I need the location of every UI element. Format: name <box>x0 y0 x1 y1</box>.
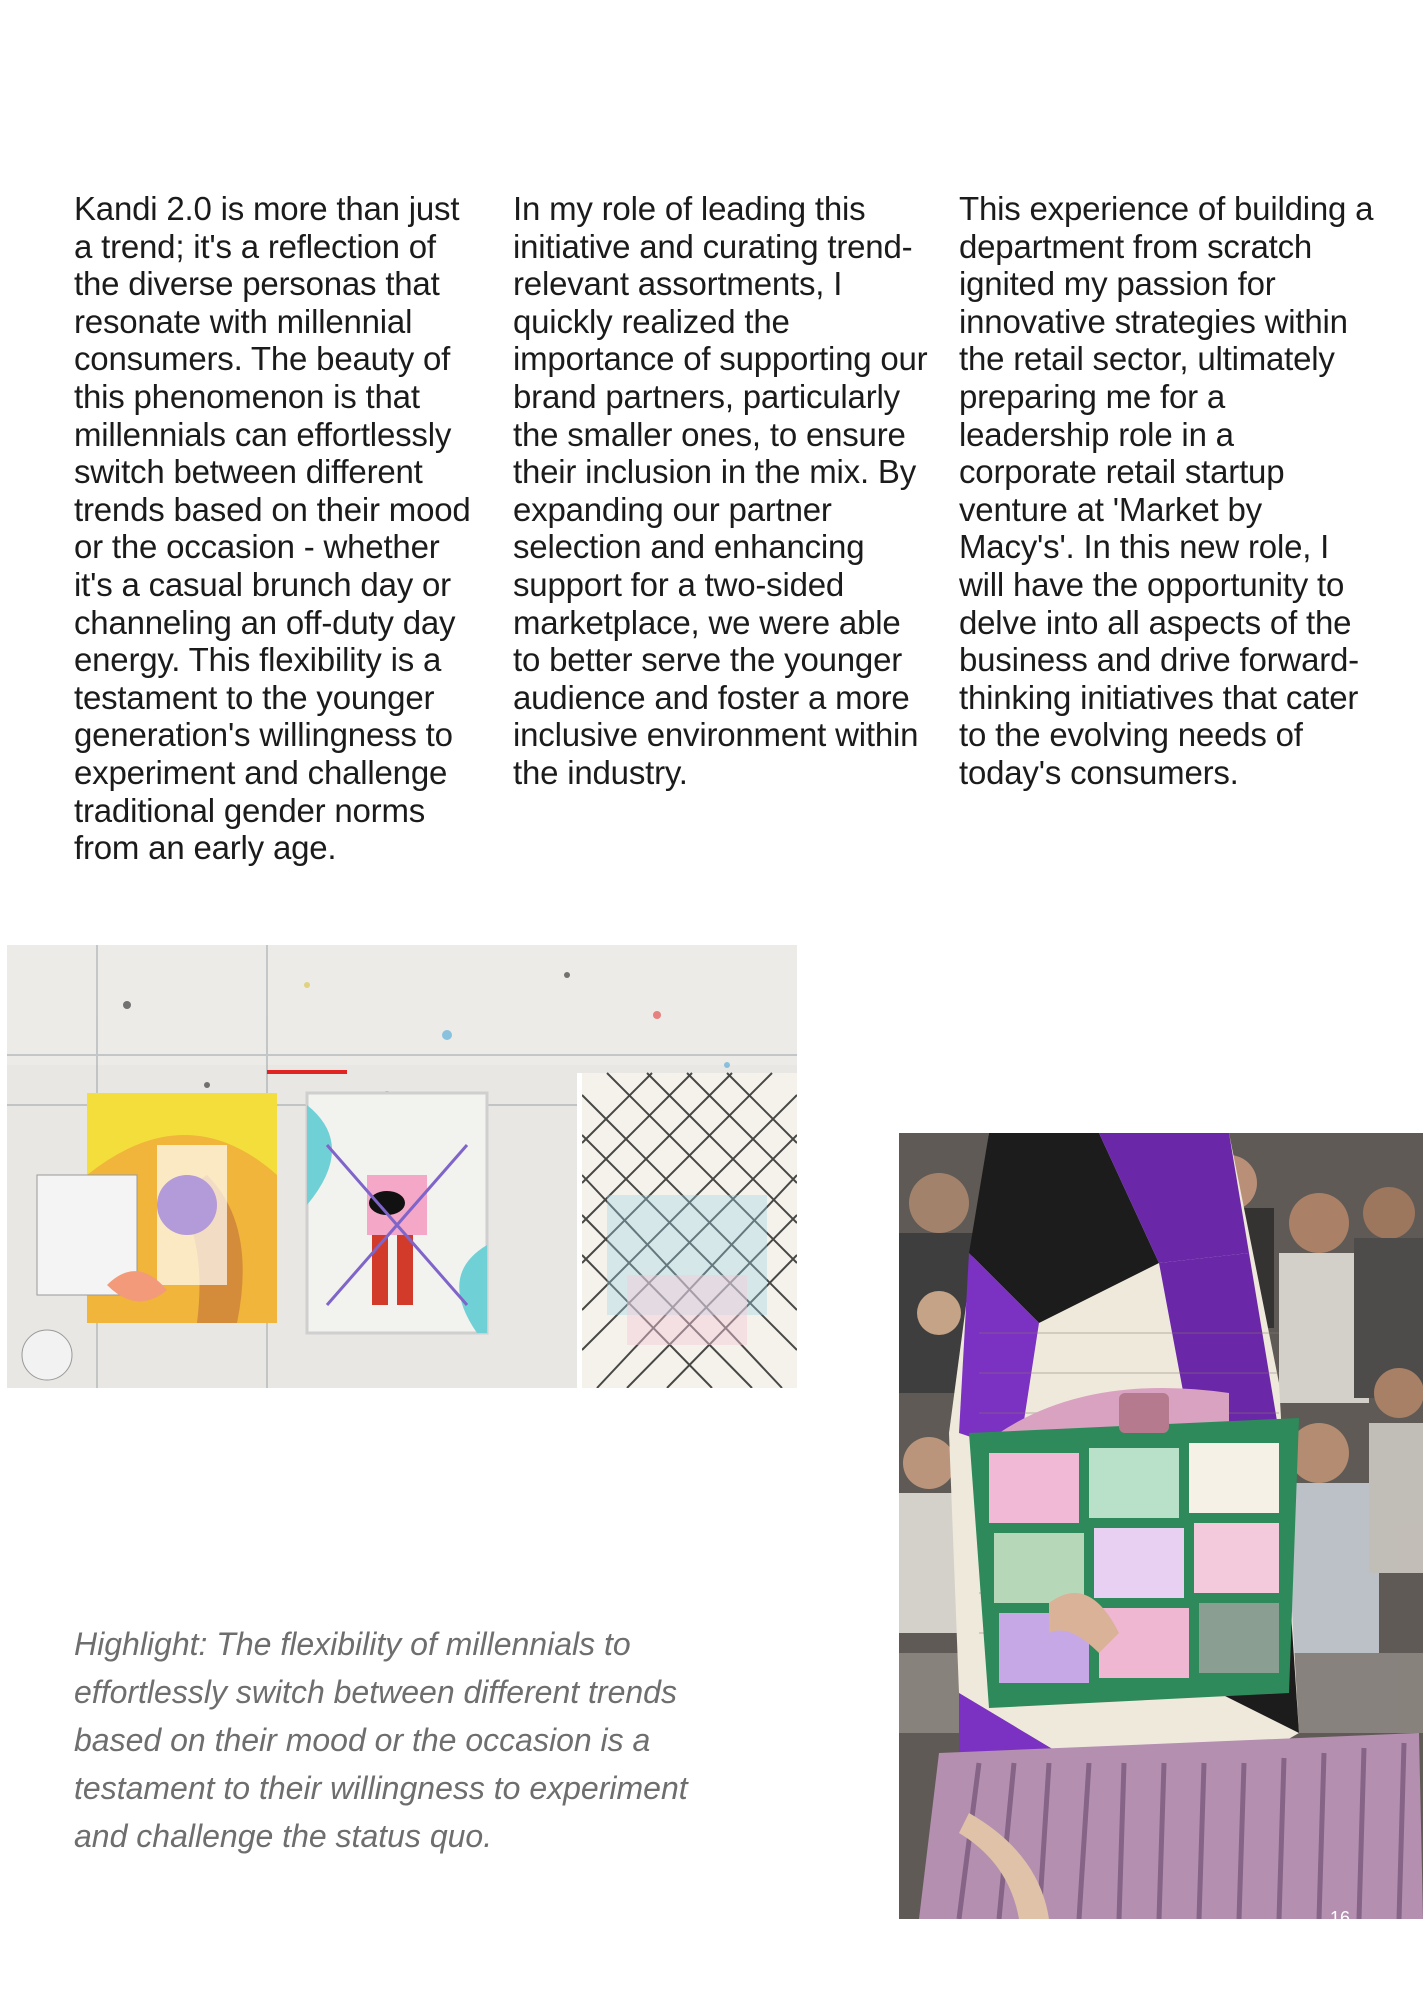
text-column-3: This experience of building a department from scratch ignited my passion for innovative strategies within the retail sector, ultimately preparing me for a leadership role in a corporate retail startup venture at 'Market by Macy's'. In this new role, I will have the opportunity to delve into all aspects of the business and drive forward-thinking initiatives that cater to the evolving needs of today's consumers. <box>959 190 1374 791</box>
text-column-1: Kandi 2.0 is more than just a trend; it's a reflection of the diverse personas that resonate with millennial consumers. The beauty of this phenomenon is that millennials can effortlessly switch between different trends based on their mood or the occasion - whether it's a casual brunch day or channeling an off-duty day energy. This flexibility is a testament to the younger generation's willingness to experiment and challenge traditional gender norms from an early age. <box>74 190 471 867</box>
text-column-2: In my role of leading this initiative and curating trend-relevant assortments, I quickly realized the importance of supporting our brand partners, particularly the smaller ones, to ensure their inclusion in the mix. By expanding our partner selection and enhancing support for a two-sided marketplace, we were able to better serve the younger audience and foster a more inclusive environment within the industry. <box>513 190 928 791</box>
page-number: 16 <box>1330 1908 1351 1928</box>
highlight-quote: Highlight: The flexibility of millennials to effortlessly switch between different trends based on their mood or the occasion is a testament to their willingness to experiment and challenge the status quo. <box>74 1626 688 1854</box>
runway-model-photo <box>899 1133 1423 1919</box>
studio-artwork-photo <box>7 945 797 1388</box>
